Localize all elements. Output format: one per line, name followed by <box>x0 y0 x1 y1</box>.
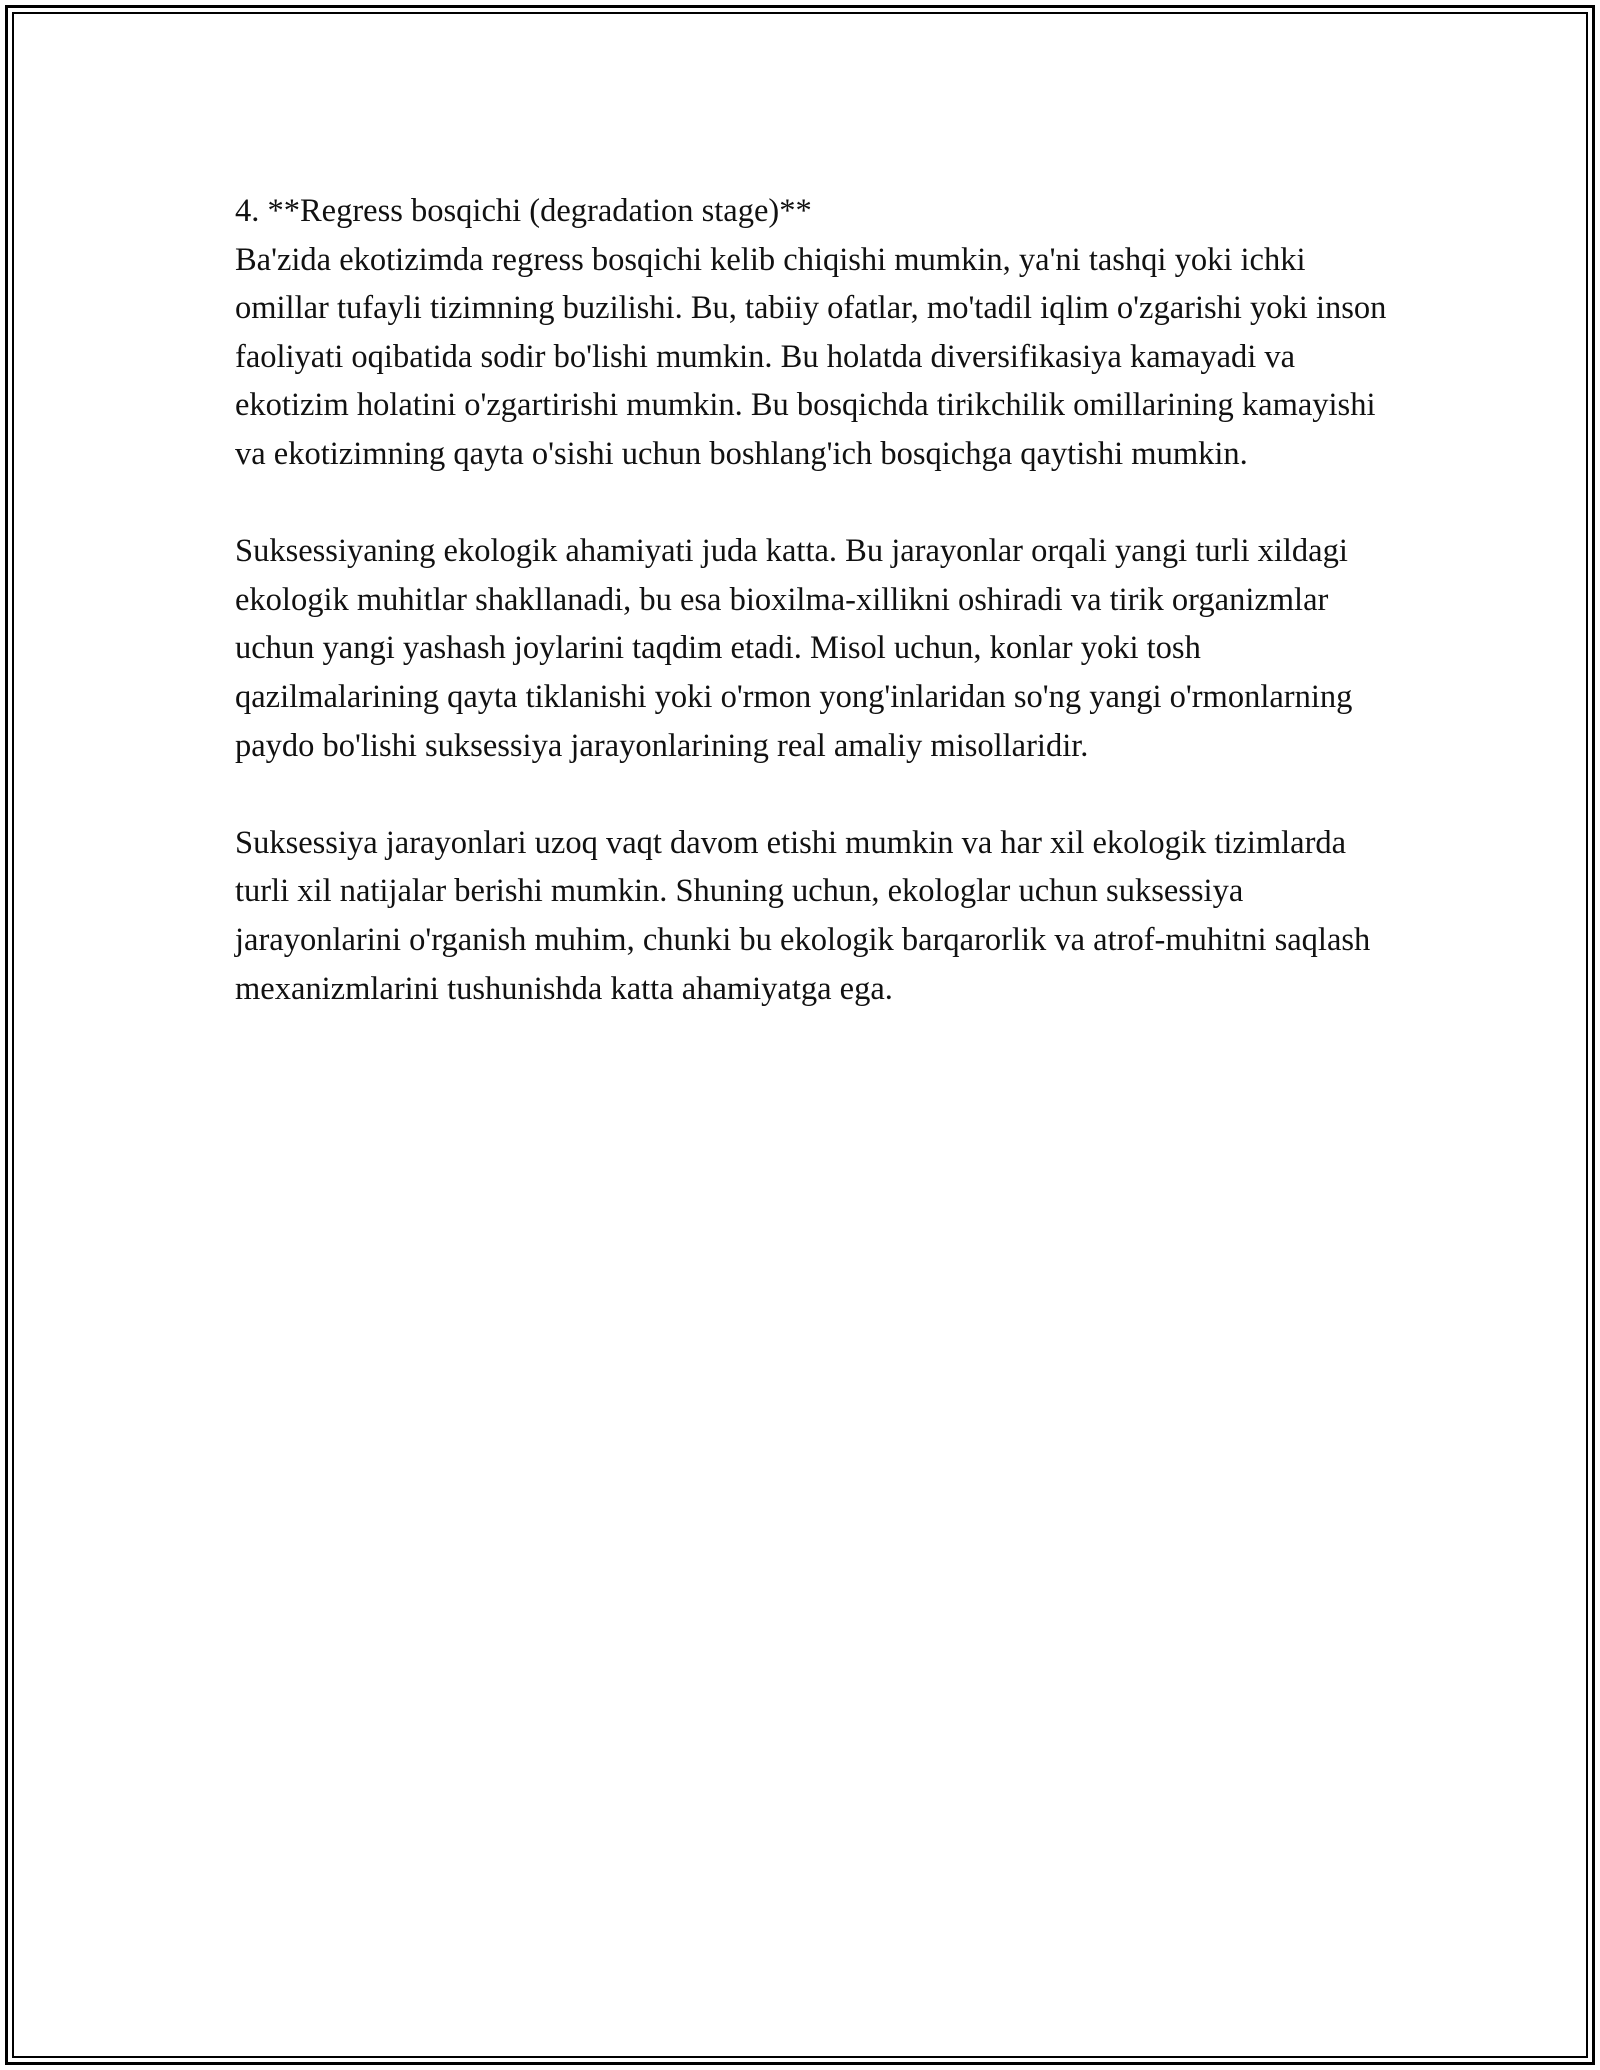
document-body <box>235 187 1395 1013</box>
paragraph-regress-stage: 4. **Regress bosqichi (degradation stage)** Ba'zida ekotizimda regress bosqichi kelib chiqishi mumkin, ya'ni tashqi yoki ichki omillar tufayli tizimning buzilishi. Bu, tabiiy ofatlar, mo'tadil iqlim o'zgarishi yoki inson faoliyati oqibatida sodir bo'lishi mumkin. Bu holatda diversifikasiya kamayadi va ekotizim holatini o'zgartirishi mumkin. Bu bosqichda tirikchilik omillarining kamayishi va ekotizimning qayta o'sishi uchun boshlang'ich bosqichga qaytishi mumkin. <box>235 193 1387 472</box>
paragraph-conclusion: Suksessiya jarayonlari uzoq vaqt davom etishi mumkin va har xil ekologik tizimlarda turli xil natijalar berishi mumkin. Shuning uchun, ekologlar uchun suksessiya jarayonlarini o'rganish muhim, chunki bu ekologik barqarorlik va atrof-muhitni saqlash mexanizmlarini tushunishda katta ahamiyatga ega. <box>235 824 1371 1007</box>
paragraph-ecological-significance: Suksessiyaning ekologik ahamiyati juda katta. Bu jarayonlar orqali yangi turli xildagi ekologik muhitlar shakllanadi, bu esa bioxilma-xillikni oshiradi va tirik organizmlar uchun yangi yashash joylarini taqdim etadi. Misol uchun, konlar yoki tosh qazilmalarining qayta tiklanishi yoki o'rmon yong'inlaridan so'ng yangi o'rmonlarning paydo bo'lishi suksessiya jarayonlarining real amaliy misollaridir. <box>235 533 1353 764</box>
